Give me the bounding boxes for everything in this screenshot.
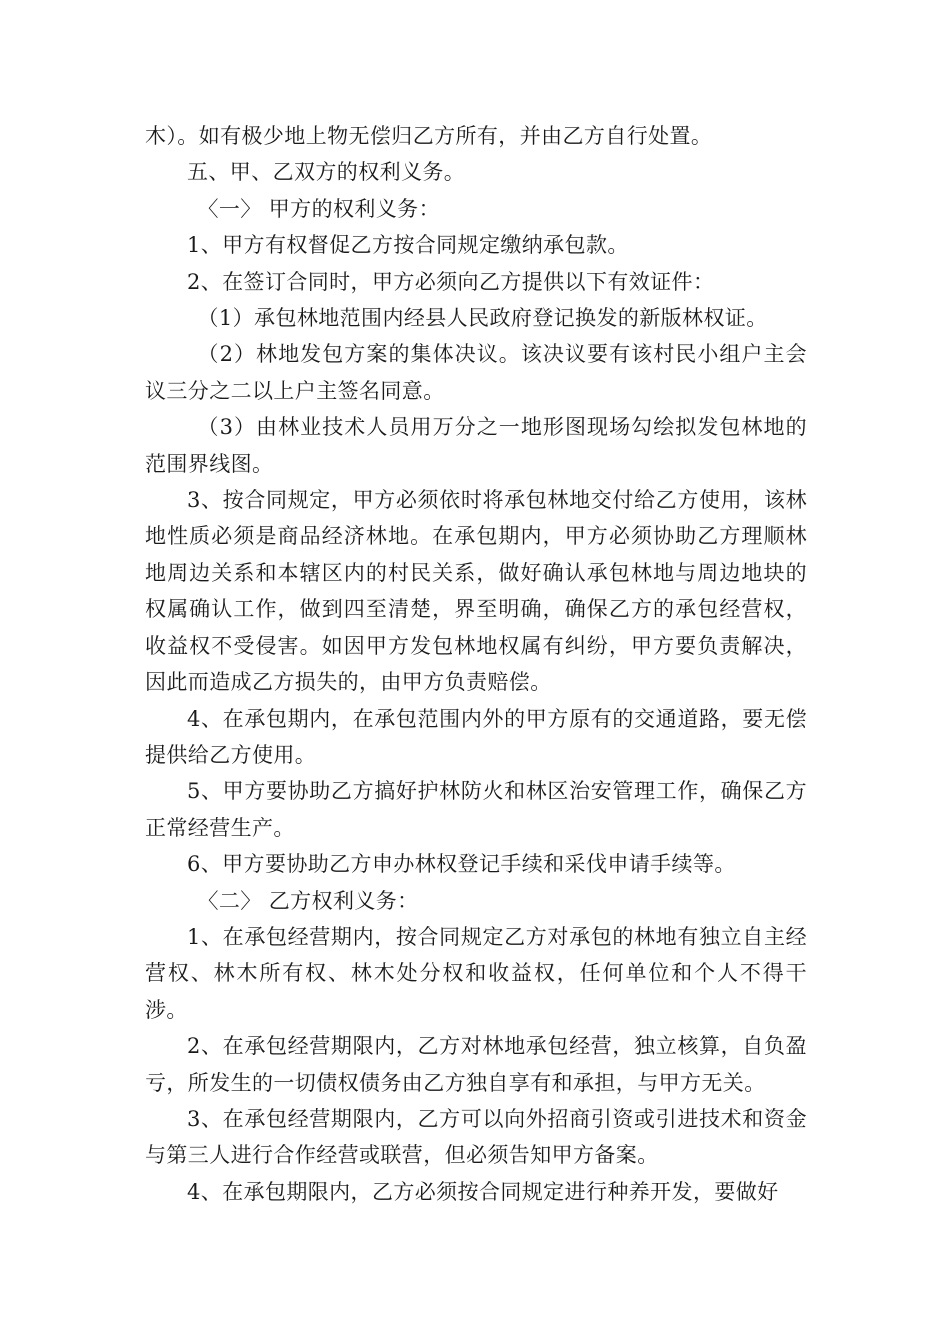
paragraph-section-five-heading: 五、甲、乙双方的权利义务。 [187,160,466,185]
paragraph-party-a-item-2-sub-1: （1）承包林地范围内经县人民政府登记换发的新版林权证。 [197,306,768,331]
paragraph-party-b-heading: 〈二〉 乙方权利义务： [197,888,419,913]
paragraph-party-a-item-2-sub-3: （3）由林业技术人员用万分之一地形图现场勾绘拟发包林地的范围界线图。 [145,415,807,476]
paragraph-party-b-item-3: 3、在承包经营期限内，乙方可以向外招商引资或引进技术和资金与第三人进行合作经营或联营，但必须告知甲方备案。 [145,1106,807,1168]
paragraph-party-a-item-2: 2、在签订合同时，甲方必须向乙方提供以下有效证件： [187,269,715,294]
paragraph-1: 木）。如有极少地上物无偿归乙方所有，并由乙方自行处置。 [145,124,713,148]
paragraph-party-a-item-5: 5、甲方要协助乙方搞好护林防火和林区治安管理工作，确保乙方正常经营生产。 [145,779,807,840]
paragraph-party-a-item-4: 4、在承包期内，在承包范围内外的甲方原有的交通道路，要无偿提供给乙方使用。 [145,706,807,767]
document-page [145,118,807,1210]
paragraph-party-a-item-1: 1、甲方有权督促乙方按合同规定缴纳承包款。 [187,233,629,258]
paragraph-party-b-item-2: 2、在承包经营期限内，乙方对林地承包经营，独立核算，自负盈亏，所发生的一切债权债务由乙方独自享有和承担，与甲方无关。 [145,1034,807,1095]
paragraph-party-a-heading: 〈一〉 甲方的权利义务： [197,196,440,221]
paragraph-party-a-item-2-sub-2: （2）林地发包方案的集体决议。该决议要有该村民小组户主会议三分之二以上户主签名同意。 [145,342,807,403]
paragraph-party-a-item-6: 6、甲方要协助乙方申办林权登记手续和采伐申请手续等。 [187,852,736,877]
paragraph-party-b-item-1: 1、在承包经营期内，按合同规定乙方对承包的林地有独立自主经营权、林木所有权、林木处分权和收益权，任何单位和个人不得干涉。 [145,924,807,1022]
paragraph-party-b-item-4: 4、在承包期限内，乙方必须按合同规定进行种养开发，要做好 [187,1179,779,1204]
paragraph-party-a-item-3: 3、按合同规定，甲方必须依时将承包林地交付给乙方使用，该林地性质必须是商品经济林地。在承包期内，甲方必须协助乙方理顺林地周边关系和本辖区内的村民关系，做好确认承包林地与周边地块的权属确认工作，做到四至清楚，界至明确，确保乙方的承包经营权，收益权不受侵害。如因甲方发包林地权属有纠纷，甲方要负责解决，因此而造成乙方损失的，由甲方负责赔偿。 [145,488,807,695]
